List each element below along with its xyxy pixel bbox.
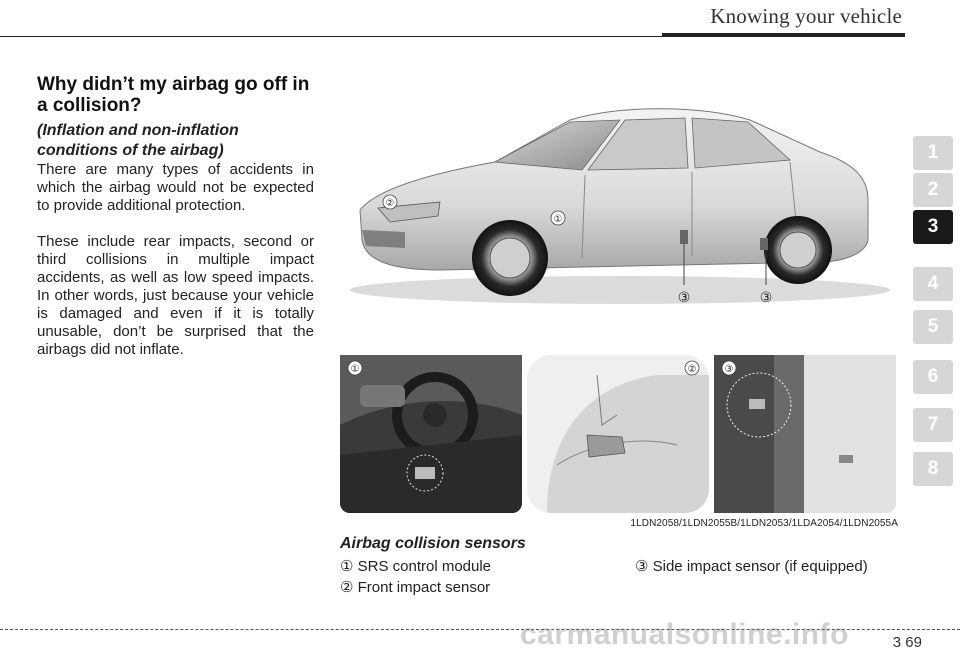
legend-item: [340, 557, 491, 577]
thumb-3-label: ③: [724, 364, 734, 375]
chapter-tab-1[interactable]: 1: [913, 136, 953, 170]
legend-number: ①: [340, 558, 354, 575]
legend-text: Front impact sensor: [357, 579, 491, 596]
figure-caption-title: Airbag collision sensors: [340, 535, 526, 552]
thumbnail-srs-module: [340, 355, 522, 513]
body-paragraph-1: There are many types of accidents in which the airbag would not be expected to provide additional protection.: [37, 161, 314, 214]
watermark: carmanualsonline.info: [520, 618, 849, 651]
header-title: Knowing your vehicle: [710, 4, 902, 28]
thumb-2-label: ②: [687, 364, 697, 375]
chapter-tab-7[interactable]: 7: [913, 408, 953, 442]
chapter-tab-6[interactable]: 6: [913, 360, 953, 394]
legend-number: ②: [340, 579, 354, 596]
chapter-tab-8[interactable]: 8: [913, 452, 953, 486]
callout-3-rear: ③: [759, 290, 773, 306]
header-rule-accent: [662, 33, 905, 37]
legend-item: [340, 578, 490, 598]
image-code: 1LDN2058/1LDN2055B/1LDN2053/1LDA2054/1LDN2055A: [630, 518, 898, 529]
thumb-1-label: ①: [350, 364, 360, 375]
car-illustration: [320, 90, 905, 325]
section-heading: Why didn’t my airbag go off in a collision?: [37, 74, 310, 116]
callout-2: ②: [385, 198, 395, 209]
legend-text: Side impact sensor (if equipped): [652, 558, 868, 575]
section-subheading: (Inflation and non-inflation conditions of the airbag): [37, 122, 239, 159]
legend-text: SRS control module: [357, 558, 492, 575]
thumbnail-side-sensor: [714, 355, 896, 513]
legend-number: ③: [635, 558, 649, 575]
chapter-tab-5[interactable]: 5: [913, 310, 953, 344]
page-number: 3 69: [892, 634, 922, 651]
chapter-tab-2[interactable]: 2: [913, 173, 953, 207]
body-paragraph-2: These include rear impacts, second or third collisions in multiple impact accidents, as well as low speed impacts. In other words, just because your vehicle is damaged and even if it is totally unusable, don’t be surprised that the airbags did not inflate.: [37, 233, 314, 358]
chapter-tab-3[interactable]: 3: [913, 210, 953, 244]
callout-1: ①: [553, 214, 563, 225]
chapter-tab-4[interactable]: 4: [913, 267, 953, 301]
legend-item: [635, 557, 868, 577]
callout-3-front: ③: [677, 290, 691, 306]
thumbnail-front-sensor: [527, 355, 709, 513]
